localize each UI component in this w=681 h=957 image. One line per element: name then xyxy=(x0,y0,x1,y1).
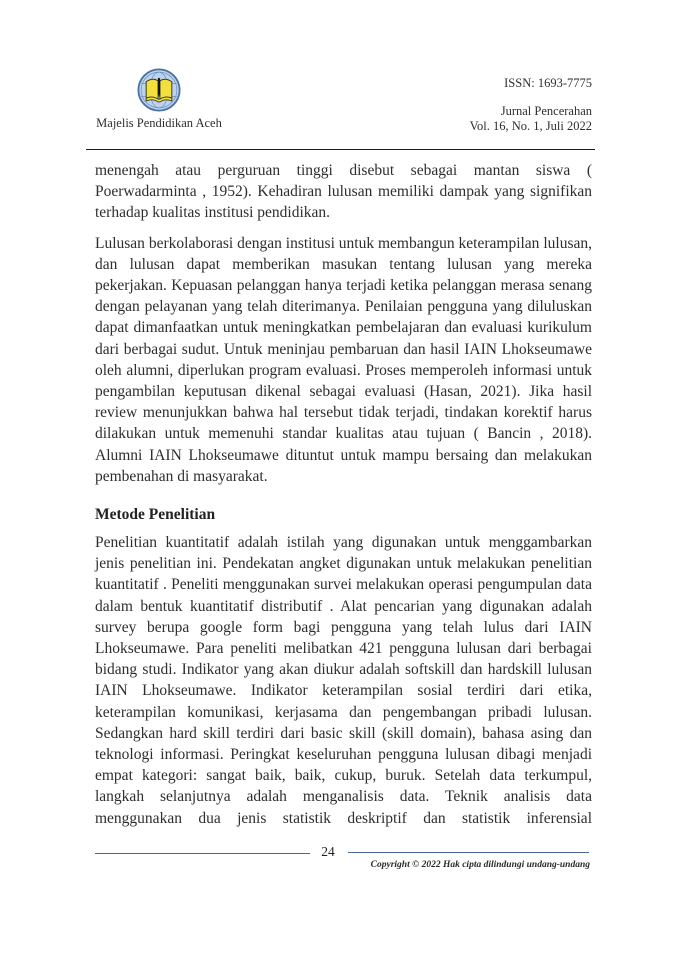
journal-info-block xyxy=(470,76,592,134)
body-paragraph: Lulusan berkolaborasi dengan institusi untuk membangun keterampilan lulusan, dan lulusan dapat memberikan masukan tentang lulusan yang mereka pekerjakan. Kepuasan pelanggan hanya terjadi ketika pelanggan merasa senang dengan pelayanan yang telah diterimanya. Penilaian pengguna yang diluluskan dapat dimanfaatkan untuk meningkatkan pembelajaran dan evaluasi kurikulum dari berbagai sudut. Untuk meninjau pembaruan dan hasil IAIN Lhokseumawe oleh alumni, diperlukan program evaluasi. Proses memperoleh informasi untuk pengambilan keputusan dikenal sebagai evaluasi (Hasan, 2021). Jika hasil review menunjukkan bahwa hal tersebut tidak terjadi, tindakan korektif harus dilakukan untuk memenuhi standar kualitas atau tujuan ( Bancin , 2018). Alumni IAIN Lhokseumawe dituntut untuk mampu bersaing dan melakukan pembenahan di masyarakat. xyxy=(95,234,592,485)
issn-text: ISSN: 1693-7775 xyxy=(504,76,592,90)
volume-info: Vol. 16, No. 1, Juli 2022 xyxy=(469,119,592,133)
body-paragraph: menengah atau perguruan tinggi disebut sebagai mantan siswa ( Poerwadarminta , 1952). Kehadiran lulusan memiliki dampak yang signifikan terhadap kualitas institusi pendidikan. xyxy=(95,162,592,222)
article-body xyxy=(95,160,592,838)
copyright-notice: Copyright © 2022 Hak cipta dilindungi undang-undang xyxy=(370,860,590,870)
page-number: 24 xyxy=(321,844,335,859)
body-paragraph: Penelitian kuantitatif adalah istilah yang digunakan untuk menggambarkan jenis penelitian ini. Pendekatan angket digunakan untuk melakukan penelitian kuantitatif . Peneliti menggunakan survei melakukan operasi pengumpulan data dalam bentuk kuantitatif distributif . Alat pencarian yang digunakan adalah survey berupa google form bagi pengguna yang telah lulus dari IAIN Lhokseumawe. Para peneliti melibatkan 421 pengguna lulusan dari berbagai bidang studi. Indikator yang akan diukur adalah softskill dan hardskill lulusan IAIN Lhokseumawe. Indikator keterampilan sosial terdiri dari etika, keterampilan komunikasi, kerjasama dan pengembangan pribadi lulusan. Sedangkan hard skill terdiri dari basic skill (skill domain), bahasa asing dan teknologi informasi. Peringkat keseluruhan pengguna lulusan dibagi menjadi empat kategori: sangat baik, baik, cukup, buruk. Setelah data terkumpul, langkah selanjutnya adalah menganalisis data. Teknik analisis data menggunakan dua jenis statistik deskriptif dan statistik inferensial xyxy=(95,534,592,827)
section-heading-metode-penelitian: Metode Penelitian xyxy=(95,506,216,524)
header-divider xyxy=(86,149,595,150)
publisher-logo-block xyxy=(95,68,223,131)
journal-name: Jurnal Pencerahan xyxy=(500,104,592,118)
globe-open-book-logo-icon xyxy=(137,68,181,112)
footer-divider-right xyxy=(348,852,589,853)
footer-divider-left xyxy=(95,853,310,854)
publisher-name: Majelis Pendidikan Aceh xyxy=(96,116,222,130)
